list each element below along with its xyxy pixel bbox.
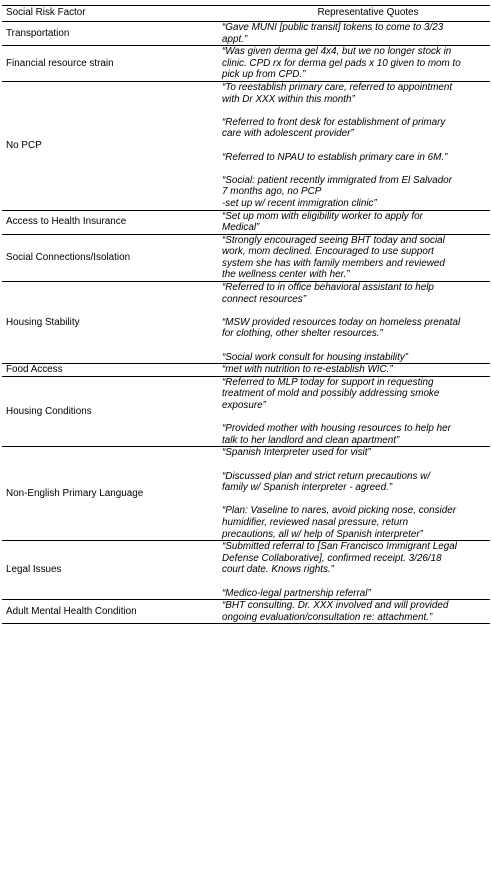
quote-text: “Plan: Vaseline to nares, avoid picking nose, consider humidifier, reviewed nasal pressure, return precautions, all w/ help of Spanish interpreter” xyxy=(222,505,457,540)
quote-text: “Was given derma gel 4x4, but we no longer stock in clinic. CPD rx for derma gel pads x 10 given to mom to pick up from CPD.” xyxy=(222,46,461,81)
quote-text: “met with nutrition to re-establish WIC.” xyxy=(222,364,393,376)
quotes-cell xyxy=(216,210,490,234)
quotes-cell xyxy=(216,376,490,447)
table-row xyxy=(2,234,490,281)
quotes-cell xyxy=(216,22,490,46)
quote-text: “Referred to in office behavioral assistant to help connect resources” xyxy=(222,282,434,305)
table-row xyxy=(2,600,490,624)
quote-spacer xyxy=(222,163,486,175)
social-risk-table xyxy=(2,5,490,624)
header-social-risk-factor: Social Risk Factor xyxy=(2,6,216,22)
quote-spacer xyxy=(222,412,486,424)
risk-factor-cell: Food Access xyxy=(2,364,216,377)
risk-factor-cell: Non-English Primary Language xyxy=(2,447,216,541)
table-header-row xyxy=(2,6,490,22)
quotes-cell xyxy=(216,234,490,281)
quote-text: “Social: patient recently immigrated from El Salvador 7 months ago, no PCP -set up w/ recent immigration clinic” xyxy=(222,174,452,209)
risk-factor-cell: No PCP xyxy=(2,81,216,210)
risk-factor-cell: Adult Mental Health Condition xyxy=(2,600,216,624)
quotes-cell xyxy=(216,364,490,377)
risk-factor-cell: Social Connections/Isolation xyxy=(2,234,216,281)
quote-text: “MSW provided resources today on homeless prenatal for clothing, other shelter resources.” xyxy=(222,316,461,340)
quote-spacer xyxy=(222,140,486,152)
table-row xyxy=(2,364,490,377)
quote-spacer xyxy=(222,305,486,317)
quote-spacer xyxy=(222,494,486,506)
quotes-cell xyxy=(216,46,490,82)
risk-factor-cell: Access to Health Insurance xyxy=(2,210,216,234)
table-row xyxy=(2,447,490,541)
header-representative-quotes: Representative Quotes xyxy=(216,6,490,22)
table-row xyxy=(2,282,490,364)
quote-text: “BHT consulting. Dr. XXX involved and will provided ongoing evaluation/consultation re: attachment.” xyxy=(222,600,449,623)
quote-text: “Referred to MLP today for support in requesting treatment of mold and possibly addressing smoke exposure” xyxy=(222,376,440,411)
table-row xyxy=(2,376,490,447)
table-body xyxy=(2,22,490,624)
quote-text: “Strongly encouraged seeing BHT today and social work, mom declined. Encouraged to use support system she has with family members and reviewed the wellness center with her.” xyxy=(222,234,445,281)
quote-text: “Referred to front desk for establishment of primary care with adolescent provider” xyxy=(222,116,446,140)
quotes-cell xyxy=(216,81,490,210)
risk-factor-cell: Legal Issues xyxy=(2,541,216,600)
quote-text: “Spanish Interpreter used for visit” xyxy=(222,447,371,459)
table-row xyxy=(2,22,490,46)
quotes-cell xyxy=(216,447,490,541)
table-row xyxy=(2,81,490,210)
quote-text: “Medico-legal partnership referral” xyxy=(222,587,371,599)
risk-factor-cell: Housing Stability xyxy=(2,282,216,364)
quote-spacer xyxy=(222,105,486,117)
quote-text: “Provided mother with housing resources to help her talk to her landlord and clean apartment” xyxy=(222,423,451,446)
quotes-cell xyxy=(216,282,490,364)
table-row xyxy=(2,46,490,82)
risk-factor-cell: Financial resource strain xyxy=(2,46,216,82)
quote-text: “Discussed plan and strict return precautions w/ family w/ Spanish interpreter - agreed.” xyxy=(222,470,431,494)
quote-spacer xyxy=(222,340,486,352)
quotes-cell xyxy=(216,600,490,624)
risk-factor-cell: Housing Conditions xyxy=(2,376,216,447)
quote-text: “Submitted referral to [San Francisco Immigrant Legal Defense Collaborative], confirmed receipt. 3/26/18 court date. Knows rights.” xyxy=(222,541,457,576)
risk-factor-cell: Transportation xyxy=(2,22,216,46)
quote-text: “Gave MUNI [public transit] tokens to come to 3/23 appt.” xyxy=(222,22,444,45)
table-row xyxy=(2,210,490,234)
quote-text: “Referred to NPAU to establish primary care in 6M.” xyxy=(222,151,448,163)
table-row xyxy=(2,541,490,600)
quote-text: “To reestablish primary care, referred to appointment with Dr XXX within this month” xyxy=(222,81,453,105)
quote-spacer xyxy=(222,459,486,471)
quotes-cell xyxy=(216,541,490,600)
quote-text: “Social work consult for housing instability” xyxy=(222,351,409,363)
quote-text: “Set up mom with eligibility worker to apply for Medical” xyxy=(222,210,423,234)
quote-spacer xyxy=(222,576,486,588)
